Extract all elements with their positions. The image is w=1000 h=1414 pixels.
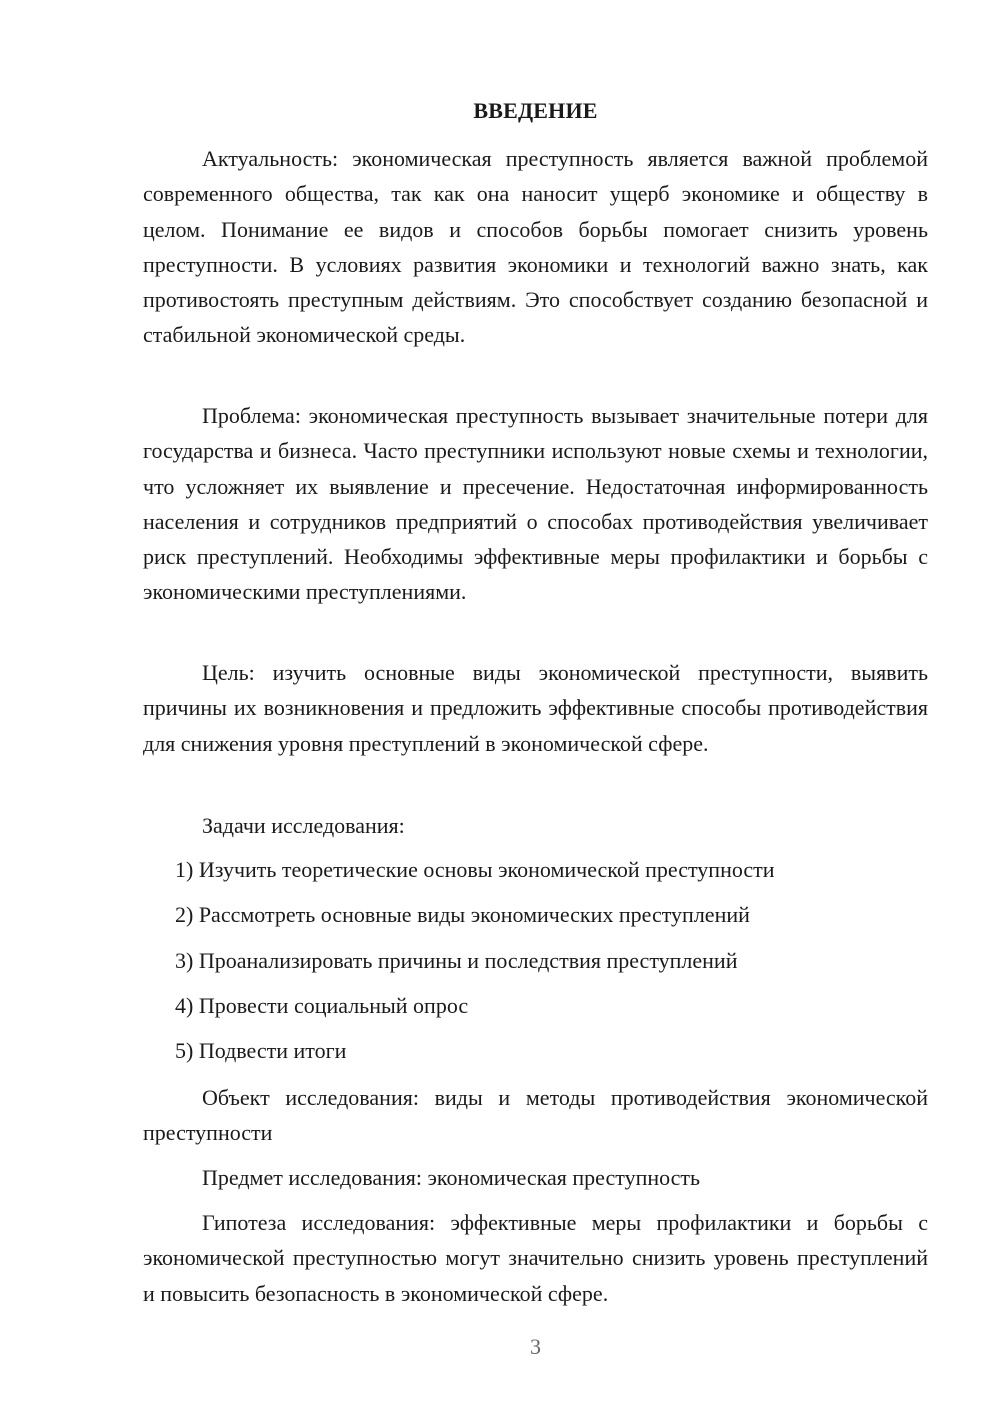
paragraph-object: Объект исследования: виды и методы противодействия экономической преступности <box>143 1085 928 1146</box>
paragraph-problem: Проблема: экономическая преступность вызывает значительные потери для государства и бизнеса. Часто преступники используют новые схемы и технологии, что усложняет их выявление и пресечение. Недостаточная информированность населения и сотрудников предприятий о способах противодействия увеличивает риск преступлений. Необходимы эффективные меры профилактики и борьбы с экономическими преступлениями. <box>143 403 928 605</box>
list-item: 1) Изучить теоретические основы экономической преступности <box>175 857 775 882</box>
list-item: 2) Рассмотреть основные виды экономических преступлений <box>175 902 750 927</box>
list-item: 4) Провести социальный опрос <box>175 993 469 1018</box>
list-item: 3) Проанализировать причины и последствия преступлений <box>175 948 738 973</box>
list-item: 5) Подвести итоги <box>175 1038 347 1063</box>
page-title: ВВЕДЕНИЕ <box>473 98 598 123</box>
paragraph-relevance: Актуальность: экономическая преступность является важной проблемой современного общества, так как она наносит ущерб экономике и обществу в целом. Понимание ее видов и способов борьбы помогает снизить уровень преступности. В условиях развития экономики и технологий важно знать, как противостоять преступным действиям. Это способствует созданию безопасной и стабильной экономической среды. <box>143 146 928 348</box>
paragraph-hypothesis: Гипотеза исследования: эффективные меры профилактики и борьбы с экономической преступностью могут значительно снизить уровень преступлений и повысить безопасность в экономической сфере. <box>143 1210 928 1306</box>
paragraph-subject: Предмет исследования: экономическая преступность <box>202 1165 701 1190</box>
page-number: 3 <box>530 1334 541 1359</box>
tasks-heading: Задачи исследования: <box>202 813 405 838</box>
paragraph-goal: Цель: изучить основные виды экономической преступности, выявить причины их возникновения и предложить эффективные способы противодействия для снижения уровня преступлений в экономической сфере. <box>143 660 928 756</box>
